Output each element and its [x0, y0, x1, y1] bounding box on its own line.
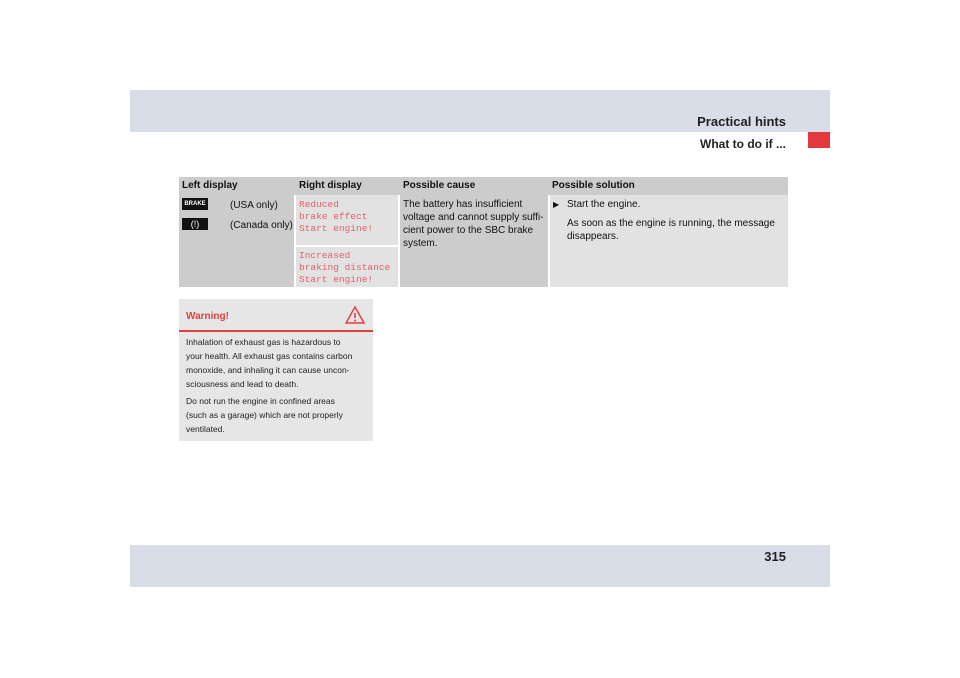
canada-only-label: (Canada only) [230, 220, 293, 231]
cause-line: voltage and cannot supply suffi- [403, 212, 544, 223]
display-line: braking distance [299, 262, 391, 273]
cause-text [403, 198, 543, 250]
header-left-display: Left display [182, 180, 238, 191]
warning-box [179, 299, 373, 441]
note-line: disappears. [567, 231, 619, 242]
page-number: 315 [764, 549, 786, 564]
cause-line: cient power to the SBC brake [403, 225, 534, 236]
section-marker [808, 132, 830, 148]
section-title: Practical hints [697, 114, 786, 129]
warning-line: your health. All exhaust gas contains carbon [186, 351, 353, 361]
right-display-cell [296, 195, 398, 287]
display-line: brake effect [299, 211, 368, 222]
cause-line: system. [403, 238, 438, 249]
warning-line: Inhalation of exhaust gas is hazardous to [186, 337, 341, 347]
footer-band [130, 545, 830, 587]
subsection-title: What to do if ... [700, 137, 786, 151]
display-message-2 [299, 250, 390, 286]
note-line: As soon as the engine is running, the message [567, 218, 775, 229]
left-display-cell [179, 195, 294, 287]
warning-triangle-icon [345, 305, 365, 325]
display-line: Start engine! [299, 274, 374, 285]
header-possible-solution: Possible solution [552, 180, 635, 191]
possible-solution-cell [550, 195, 788, 287]
display-line: Increased [299, 250, 351, 261]
troubleshooting-table [179, 177, 788, 287]
warning-line: ventilated. [186, 424, 225, 434]
warning-line: (such as a garage) which are not properly [186, 410, 343, 420]
warning-line: sciousness and lead to death. [186, 379, 299, 389]
brake-circle-icon: (!) [182, 218, 208, 230]
display-line: Reduced [299, 199, 339, 210]
brake-warning-icon: BRAKE [182, 198, 208, 210]
cause-line: The battery has insufficient [403, 199, 523, 210]
usa-only-label: (USA only) [230, 200, 278, 211]
warning-line: monoxide, and inhaling it can cause uncon- [186, 365, 350, 375]
cell-divider [296, 245, 398, 247]
display-line: Start engine! [299, 223, 374, 234]
warning-title: Warning! [186, 311, 229, 322]
warning-divider [179, 330, 373, 332]
solution-note [567, 217, 787, 243]
warning-paragraph-2 [186, 394, 370, 436]
warning-line: Do not run the engine in confined areas [186, 396, 335, 406]
display-message-1 [299, 199, 373, 235]
possible-cause-cell [400, 195, 548, 287]
warning-paragraph-1 [186, 335, 370, 391]
header-right-display: Right display [299, 180, 362, 191]
header-possible-cause: Possible cause [403, 180, 476, 191]
solution-step: Start the engine. [567, 199, 641, 210]
table-header [179, 177, 788, 195]
triangle-bullet-icon: ▶ [553, 200, 560, 209]
